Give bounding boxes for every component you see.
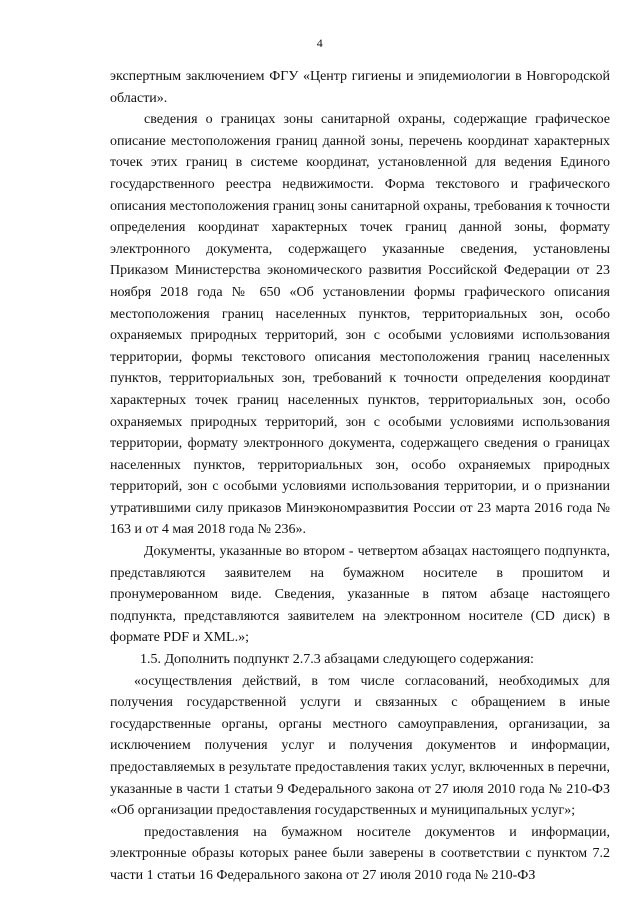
paragraph-continuation: экспертным заключением ФГУ «Центр гигиены и эпидемиологии в Новгородской области». bbox=[110, 69, 610, 106]
page-number: 4 bbox=[316, 36, 324, 50]
paragraph-paper-documents: предоставления на бумажном носителе документов и информации, электронные образы которых ранее были заверены в соответствии с пунктом 7.2 части 1 статьи 16 Федерального закона от 27 июля 2010 года № 210-ФЗ bbox=[110, 824, 610, 883]
document-body bbox=[110, 66, 610, 887]
paragraph-actions-approvals: «осуществления действий, в том числе согласований, необходимых для получения государственной услуги и связанных с обращением в иные государственные органы, органы местного самоуправления, организации, за исключением получения услуг и получения документов и информации, предоставляемых в результате предоставления таких услуг, включенных в перечни, указанные в части 1 статьи 9 Федерального закона от 27 июля 2010 года № 210-ФЗ «Об организации предоставления государственных и муниципальных услуг»; bbox=[110, 673, 610, 819]
paragraph-zone-boundaries: сведения о границах зоны санитарной охраны, содержащие графическое описание местоположения границ данной зоны, перечень координат характерных точек этих границ в системе координат, установленной для ведения Единого государственного реестра недвижимости. Форма текстового и графического описания местоположения границ зоны санитарной охраны, требования к точности определения координат характерных точек границ данной зоны, формату электронного документа, содержащего указанные сведения, установлены Приказом Министерства экономического развития Российской Федерации от 23 ноября 2018 года № 650 «Об установлении формы графического описания местоположения границ населенных пунктов, территориальных зон, особо охраняемых природных территорий, зон с особыми условиями использования территории, формы текстового описания местоположения границ населенных пунктов, территориальных зон, требований к точности определения координат характерных точек границ населенных пунктов, территориальных зон, особо охраняемых природных территорий, зон с особыми условиями использования территории, формату электронного документа, содержащего сведения о границах населенных пунктов, территориальных зон, особо охраняемых природных территорий, зон с особыми условиями использования территории, и о признании утратившими силу приказов Минэкономразвития России от 23 марта 2016 года № 163 и от 4 мая 2018 года № 236». bbox=[110, 112, 610, 538]
paragraph-amendment-1-5: 1.5. Дополнить подпункт 2.7.3 абзацами следующего содержания: bbox=[140, 652, 534, 668]
paragraph-documents-submission: Документы, указанные во втором - четвертом абзацах настоящего подпункта, представляются заявителем на бумажном носителе в прошитом и пронумерованном виде. Сведения, указанные в пятом абзаце настоящего подпункта, представляются заявителем на электронном носителе (CD диск) в формате PDF и XML.»; bbox=[110, 544, 610, 646]
